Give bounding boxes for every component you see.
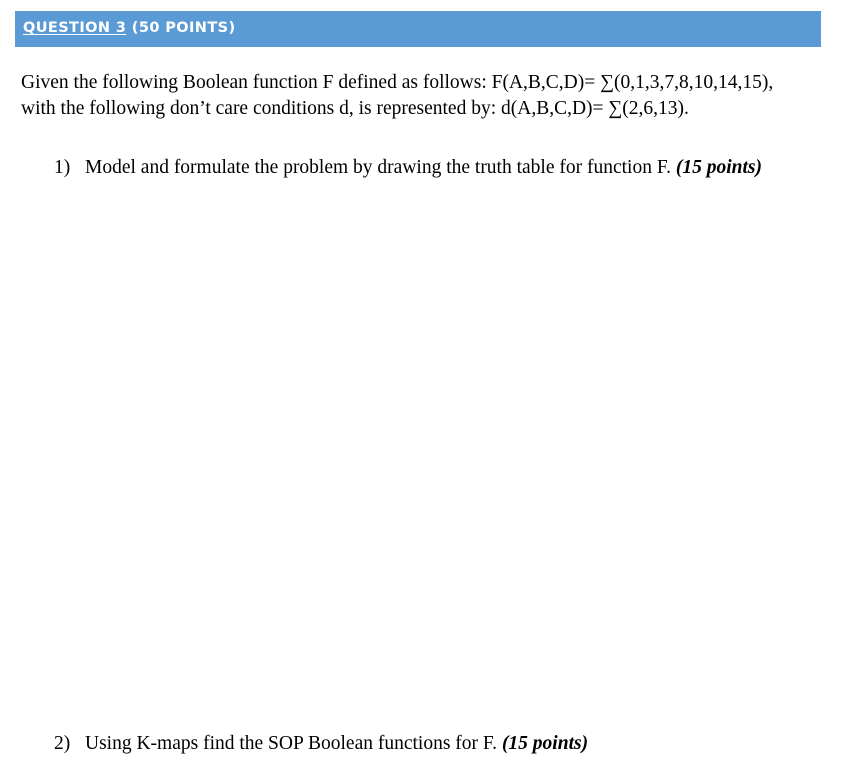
sub-question-2-points: (15 points) — [501, 733, 589, 754]
problem-statement-line-2: with the following don’t care conditions d, is represented by: d(A,B,C,D)= ∑(2,6,13). — [21, 98, 689, 119]
question-number-label: QUESTION 3 — [23, 20, 127, 36]
sub-question-1 — [54, 157, 762, 179]
problem-statement — [21, 70, 821, 122]
sub-question-2-number: 2) — [54, 733, 71, 754]
sub-question-2-text: Using K-maps find the SOP Boolean functions for F. — [85, 733, 498, 754]
sub-question-1-number: 1) — [54, 157, 71, 178]
problem-statement-line-1: Given the following Boolean function F defined as follows: F(A,B,C,D)= ∑(0,1,3,7,8,10,14,15), — [21, 72, 774, 93]
question-points-label: (50 POINTS) — [131, 20, 236, 36]
sub-question-1-points: (15 points) — [675, 157, 763, 178]
sub-question-1-text: Model and formulate the problem by drawing the truth table for function F. — [85, 157, 671, 178]
question-title — [23, 20, 236, 36]
question-header-banner — [15, 11, 821, 47]
sub-question-2 — [54, 733, 588, 755]
